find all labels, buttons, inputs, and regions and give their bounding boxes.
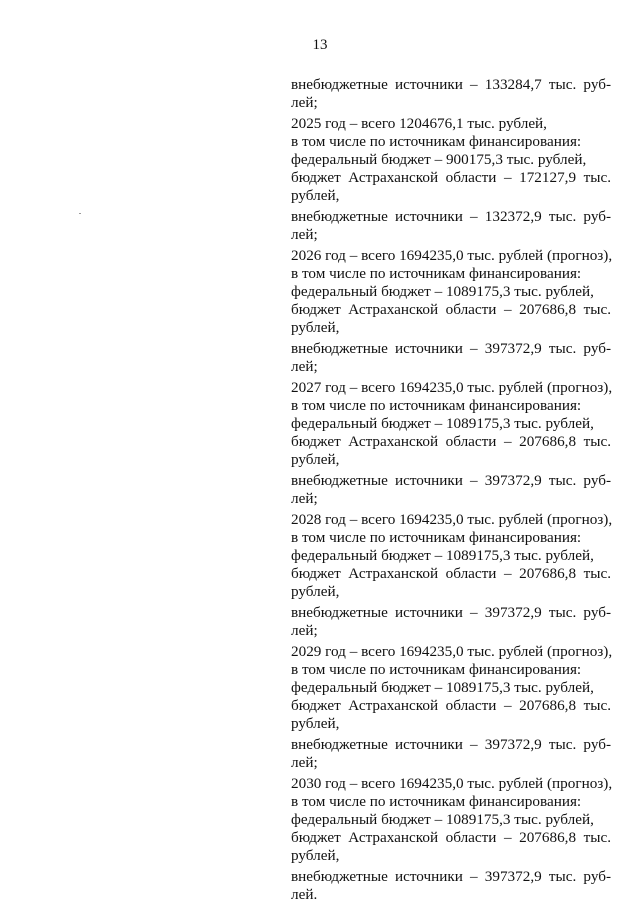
- text-line: 2027 год – всего 1694235,0 тыс. рублей (прогноз),: [291, 379, 613, 396]
- text-line: рублей,: [291, 187, 340, 204]
- text-line: федеральный бюджет – 1089175,3 тыс. рублей,: [291, 679, 594, 696]
- text-block-2027: [291, 379, 611, 469]
- text-line: лей;: [291, 94, 318, 111]
- text-line: рублей,: [291, 319, 340, 336]
- text-line: федеральный бюджет – 1089175,3 тыс. рублей,: [291, 415, 594, 432]
- text-block-2029-offbudget: [291, 736, 611, 772]
- text-line: рублей,: [291, 715, 340, 732]
- text-block-2026-offbudget: [291, 340, 611, 376]
- text-line: внебюджетные источники – 397372,9 тыс. руб-: [291, 340, 611, 357]
- document-body: [291, 76, 611, 904]
- text-line: лей;: [291, 490, 318, 507]
- text-block-2030-offbudget: [291, 868, 611, 904]
- text-line: лей;: [291, 754, 318, 771]
- text-block-2024-offbudget: [291, 76, 611, 112]
- text-block-2026: [291, 247, 611, 337]
- text-line: внебюджетные источники – 132372,9 тыс. руб-: [291, 208, 611, 225]
- text-block-2027-offbudget: [291, 472, 611, 508]
- margin-mark: [79, 213, 81, 214]
- text-block-2025: [291, 115, 611, 205]
- text-line: внебюджетные источники – 397372,9 тыс. руб-: [291, 736, 611, 753]
- text-line: федеральный бюджет – 1089175,3 тыс. рублей,: [291, 547, 594, 564]
- text-line: 2025 год – всего 1204676,1 тыс. рублей,: [291, 115, 547, 132]
- text-line: бюджет Астраханской области – 207686,8 тыс.: [291, 565, 611, 582]
- text-line: в том числе по источникам финансирования:: [291, 529, 582, 546]
- text-line: рублей,: [291, 451, 340, 468]
- text-block-2028-offbudget: [291, 604, 611, 640]
- page-number: 13: [312, 37, 328, 53]
- text-line: лей.: [291, 886, 318, 903]
- text-line: 2030 год – всего 1694235,0 тыс. рублей (прогноз),: [291, 775, 613, 792]
- text-line: внебюджетные источники – 397372,9 тыс. руб-: [291, 472, 611, 489]
- text-line: федеральный бюджет – 1089175,3 тыс. рублей,: [291, 283, 594, 300]
- text-block-2028: [291, 511, 611, 601]
- text-line: 2029 год – всего 1694235,0 тыс. рублей (прогноз),: [291, 643, 613, 660]
- text-line: бюджет Астраханской области – 207686,8 тыс.: [291, 433, 611, 450]
- text-line: внебюджетные источники – 397372,9 тыс. руб-: [291, 604, 611, 621]
- text-line: федеральный бюджет – 900175,3 тыс. рублей,: [291, 151, 587, 168]
- text-block-2025-offbudget: [291, 208, 611, 244]
- text-line: лей;: [291, 358, 318, 375]
- text-line: в том числе по источникам финансирования:: [291, 265, 582, 282]
- text-line: бюджет Астраханской области – 207686,8 тыс.: [291, 697, 611, 714]
- text-line: федеральный бюджет – 1089175,3 тыс. рублей,: [291, 811, 594, 828]
- text-line: 2026 год – всего 1694235,0 тыс. рублей (прогноз),: [291, 247, 613, 264]
- text-line: 2028 год – всего 1694235,0 тыс. рублей (прогноз),: [291, 511, 613, 528]
- text-line: лей;: [291, 622, 318, 639]
- text-line: внебюджетные источники – 133284,7 тыс. руб-: [291, 76, 611, 93]
- text-line: рублей,: [291, 847, 340, 864]
- text-line: в том числе по источникам финансирования:: [291, 661, 582, 678]
- text-line: бюджет Астраханской области – 207686,8 тыс.: [291, 301, 611, 318]
- text-line: бюджет Астраханской области – 207686,8 тыс.: [291, 829, 611, 846]
- text-line: рублей,: [291, 583, 340, 600]
- text-line: лей;: [291, 226, 318, 243]
- text-line: внебюджетные источники – 397372,9 тыс. руб-: [291, 868, 611, 885]
- text-line: в том числе по источникам финансирования:: [291, 793, 582, 810]
- text-line: бюджет Астраханской области – 172127,9 тыс.: [291, 169, 611, 186]
- text-line: в том числе по источникам финансирования:: [291, 133, 582, 150]
- text-block-2029: [291, 643, 611, 733]
- text-line: в том числе по источникам финансирования:: [291, 397, 582, 414]
- text-block-2030: [291, 775, 611, 865]
